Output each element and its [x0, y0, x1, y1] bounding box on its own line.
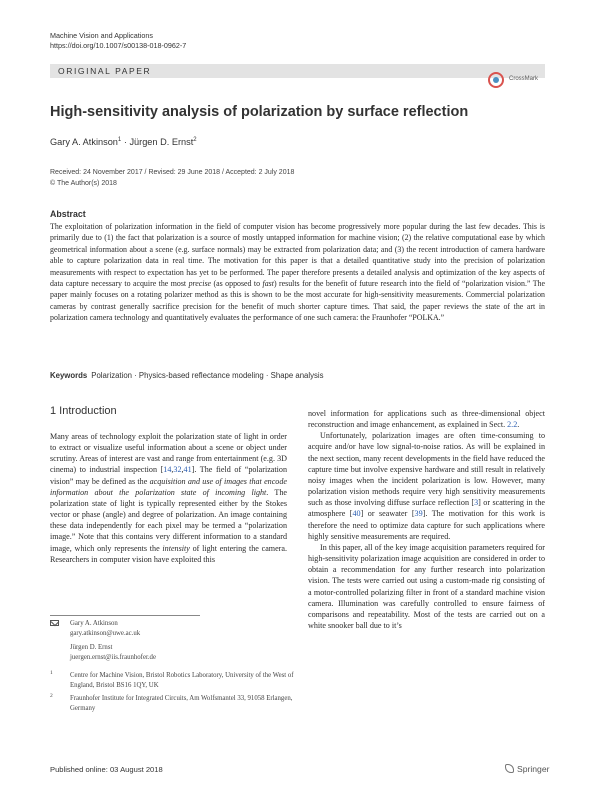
published-online-date: Published online: 03 August 2018 — [50, 765, 163, 774]
crossmark-badge[interactable] — [486, 72, 546, 96]
text-segment: ] or seawater [ — [360, 509, 415, 519]
emphasis: acquisition and use of images that encode information about the polarization state of incoming light — [50, 476, 287, 497]
text-segment: ]. The field of “polarization vision” may be defined as the — [50, 465, 287, 486]
paragraph — [50, 431, 287, 565]
text-segment: of light entering the camera. Researchers in computer vision have exploited this — [50, 543, 287, 564]
right-column — [308, 408, 545, 631]
paper-title: High-sensitivity analysis of polarization by surface reflection — [50, 104, 469, 120]
journal-doi[interactable]: https://doi.org/10.1007/s00138-018-0962-7 — [50, 41, 187, 50]
copyright-notice: © The Author(s) 2018 — [50, 179, 117, 187]
abstract-emphasis: precise — [188, 279, 212, 289]
paragraph — [308, 430, 545, 542]
citation-link[interactable]: 41 — [183, 465, 192, 475]
text-segment: novel information for applications such as three-dimensional object reconstruction and image enhancement, as explained in Sect. — [308, 409, 545, 430]
section-heading: 1 Introduction — [50, 405, 117, 417]
text-segment: , — [171, 465, 174, 475]
abstract-segment: ) results for the benefit of future research into the field of “polarization vision.” The paper mainly focuses on a rotating polarizer method as this is shown to be the most accurate for high-sensitivity measurements. Commercial polarization cameras by contrast generally sacrifice precision for the benefit of much shorter capture times. That said, the paper reviews the state of the art in polarization camera technology and quantitatively evaluates the performance of one such camera: the Fraunhofer “POLKA.” — [50, 279, 545, 323]
abstract-segment: The exploitation of polarization information in the field of computer vision has become progressively more popular during the last few decades. This is primarily due to (1) the fact that polarization is a source of mostly untapped information for machine vision; (2) the relative computational ease by which geometrical information about a scene (e.g. surface normals) may be extracted from polarization data; and (3) the recent introduction of camera hardware able to capture polarization data in real time. The motivation for this paper is that a detailed quantitative study into the precision of polarization measurements with respect to expectation has yet to be performed. The paper therefore presents a detailed analysis and optimization of the key aspects of data capture necessary to acquire the most — [50, 222, 545, 289]
publisher-logo — [505, 764, 549, 774]
affiliation-text: Centre for Machine Vision, Bristol Robotics Laboratory, University of the West of England, Bristol BS16 1QY, UK — [70, 672, 294, 689]
citation-link[interactable]: 40 — [352, 509, 361, 519]
paragraph — [308, 408, 545, 430]
author-name[interactable]: Jürgen D. Ernst — [129, 137, 194, 148]
affiliation-marker: 2 — [193, 137, 197, 143]
envelope-icon — [50, 620, 59, 626]
citation-link[interactable]: 39 — [414, 509, 423, 519]
contact-entry — [50, 643, 300, 662]
affiliation-text: Fraunhofer Institute for Integrated Circuits, Am Wolfsmantel 33, 91058 Erlangen, Germany — [70, 695, 293, 712]
affiliation-marker: 1 — [117, 137, 122, 143]
citation-link[interactable]: 32 — [173, 465, 182, 475]
text-segment: ]. The motivation for this work is therefore the need to optimize data capture for such applications where highly sensitive measurements are required. — [308, 509, 545, 541]
text-segment: . The polarization state of light is typically represented either by the Stokes vector or phase (angle) and degree of polarization. An image containing these data independently for each pixel may be termed a “polarization image.” Note that this contains very different information to a standard image, which only represents the — [50, 487, 287, 553]
abstract-text — [50, 221, 545, 324]
crossmark-icon — [488, 72, 504, 88]
author-separator: · — [121, 137, 130, 148]
journal-name: Machine Vision and Applications — [50, 31, 153, 40]
text-segment: Unfortunately, polarization images are often time-consuming to acquire and/or have low signal-to-noise ratios. As will be explained in the next section, many recent developments in the field have reduced the capture time but involve expensive hardware and still result in relatively noisy images when the incident polarization is low. However, many polarization vision methods require very high sensitivity measurements such as those involving diffuse surface reflection [ — [308, 431, 545, 508]
text-segment: Many areas of technology exploit the polarization state of light in order to extract or visualize useful information about a scene or object under scrutiny. Areas of interest are vast and range from entertainment (e.g. 3D cinema) to industrial inspection [ — [50, 432, 287, 475]
text-segment: ] or scattering in the atmosphere [ — [308, 498, 545, 519]
affiliation-number: 1 — [50, 670, 53, 676]
left-column — [50, 431, 287, 565]
article-type-label: ORIGINAL PAPER — [58, 66, 152, 76]
springer-horse-icon — [505, 764, 514, 773]
contact-entry — [50, 619, 300, 638]
contact-email[interactable]: gary.atkinson@uwe.ac.uk — [70, 629, 141, 637]
affiliation — [50, 671, 310, 690]
history-dates: Received: 24 November 2017 / Revised: 29 June 2018 / Accepted: 2 July 2018 — [50, 169, 295, 176]
citation-link[interactable]: 3 — [474, 498, 479, 508]
affiliation — [50, 694, 310, 713]
article-type-banner — [50, 64, 545, 78]
contact-name: Gary A. Atkinson — [70, 620, 118, 627]
text-segment: . — [517, 420, 520, 430]
text-segment: , — [181, 465, 184, 475]
footnote-divider — [50, 615, 200, 616]
keywords — [50, 371, 324, 380]
crossmark-label: CrossMark — [509, 76, 539, 82]
author-name[interactable]: Gary A. Atkinson — [50, 137, 118, 148]
affiliation-number: 2 — [50, 693, 53, 700]
keywords-list: Polarization · Physics-based reflectance modeling · Shape analysis — [91, 371, 324, 380]
author-list — [50, 137, 197, 147]
section-link[interactable]: 2.2 — [507, 420, 518, 430]
keywords-label: Keywords — [50, 371, 88, 380]
journal-header — [50, 31, 186, 51]
abstract-segment: (as opposed to — [211, 279, 263, 289]
paragraph: In this paper, all of the key image acquisition parameters required for high-sensitivity polarization image acquisition are considered in order to obtain a recommendation for any further research into polarization vision. The tests were carried out using a custom-made rig consisting of a motor-controlled polarizing filter in front of a standard machine vision camera. Illumination was carefully controlled to ensure fairness of comparisons and repeatability. Most of the tests are carried out on a white snooker ball due to it’s — [308, 542, 545, 630]
article-dates — [50, 168, 294, 189]
affiliations — [50, 671, 310, 717]
contact-info — [50, 619, 300, 662]
contact-name: Jürgen D. Ernst — [70, 644, 113, 652]
abstract-heading: Abstract — [50, 209, 86, 219]
contact-email[interactable]: juergen.ernst@iis.fraunhofer.de — [70, 653, 156, 661]
publisher-name: Springer — [517, 764, 550, 774]
citation-link[interactable]: 14 — [163, 465, 172, 475]
emphasis: intensity — [162, 543, 190, 553]
abstract-emphasis: fast — [262, 279, 274, 289]
